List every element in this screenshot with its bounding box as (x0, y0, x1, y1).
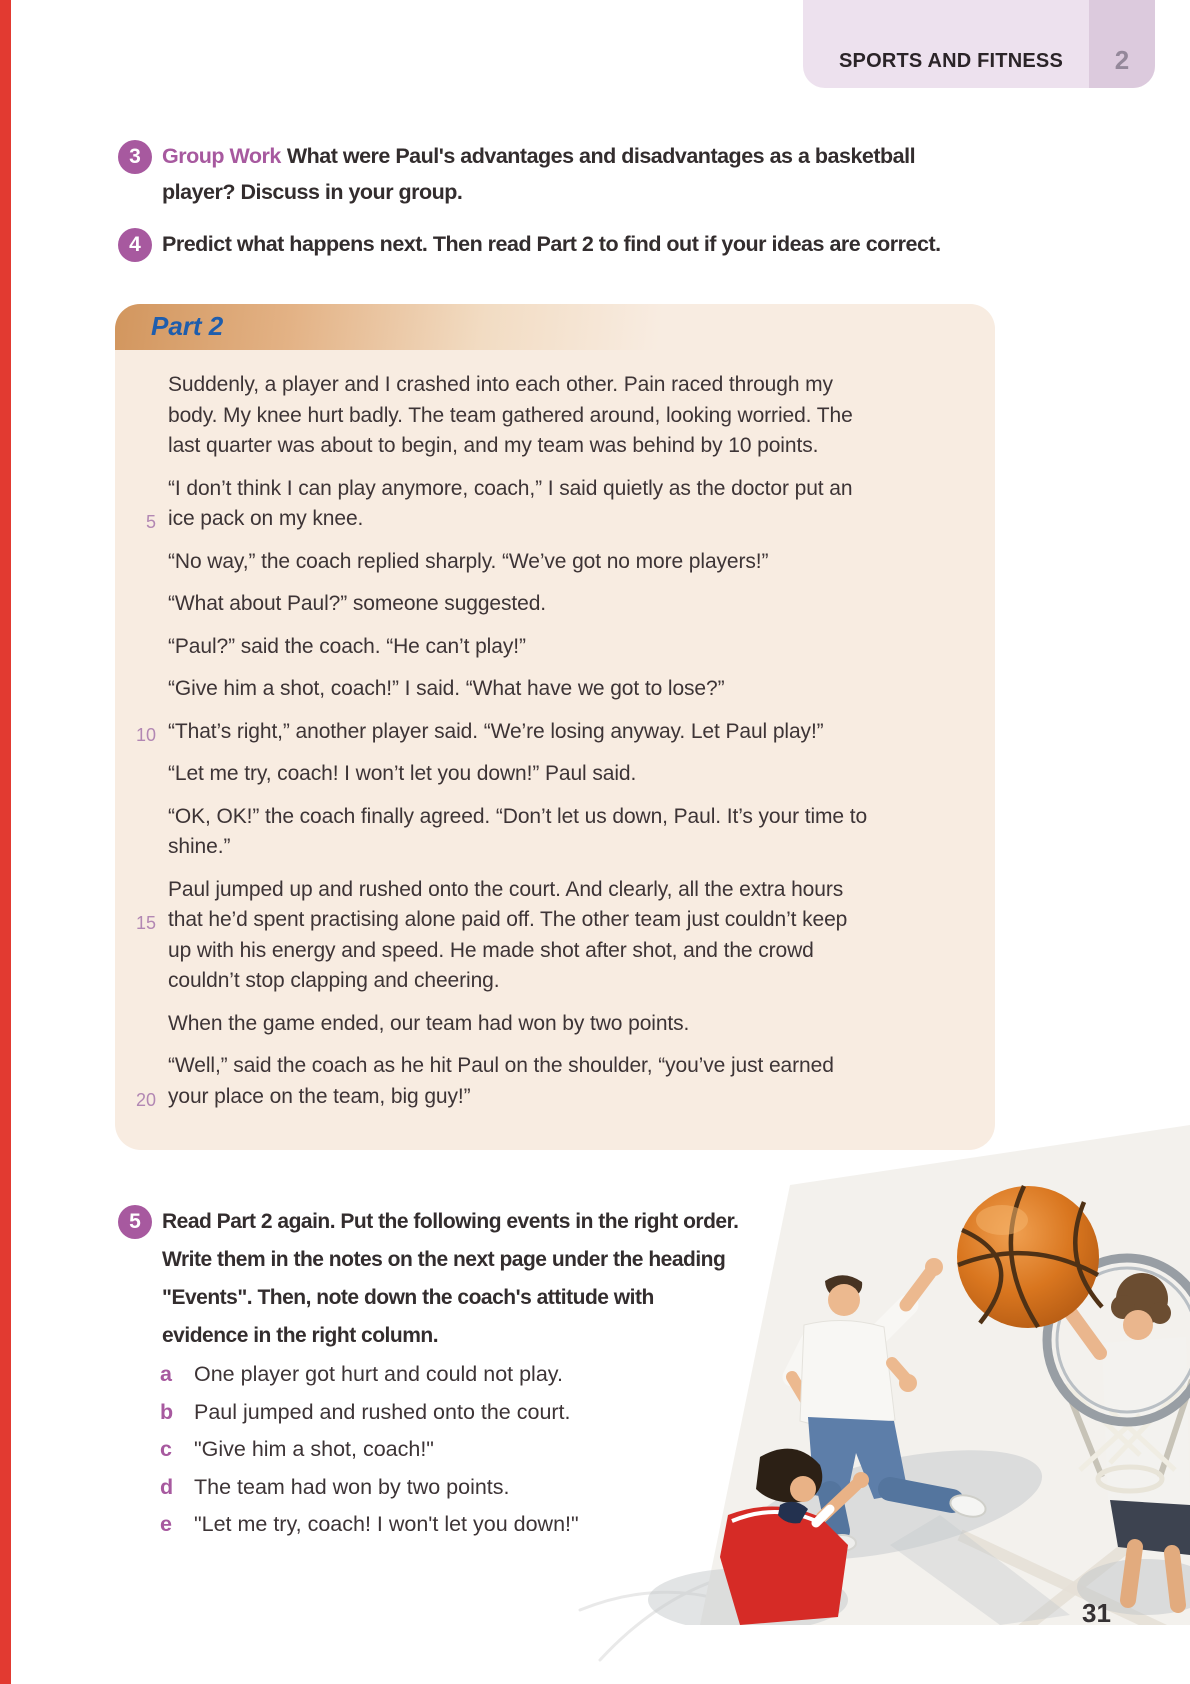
passage (135, 370, 959, 1124)
activity-5-line: Read Part 2 again. Put the following events in the right order. (162, 1210, 739, 1233)
event-item (160, 1469, 579, 1507)
page-edge-strip (0, 0, 11, 1684)
activity-4-number: 4 (118, 228, 152, 262)
passage-line (168, 1051, 959, 1082)
event-text: Paul jumped and rushed onto the court. (194, 1399, 571, 1424)
part2-header-band (115, 304, 995, 350)
basketball-photo (640, 1085, 1190, 1625)
event-text: "Let me try, coach! I won't let you down!" (194, 1512, 579, 1536)
events-list (160, 1356, 579, 1544)
passage-line-text: “That’s right,” another player said. “We’re losing anyway. Let Paul play!” (168, 719, 824, 743)
activity-5-line: "Events". Then, note down the coach's attitude with (162, 1286, 654, 1309)
passage-paragraph (168, 632, 959, 663)
activity-5-number: 5 (118, 1205, 152, 1239)
event-text: One player got hurt and could not play. (194, 1362, 563, 1386)
passage-line (168, 936, 959, 967)
event-letter: e (160, 1512, 172, 1536)
passage-line (168, 370, 959, 401)
line-number: 20 (135, 1089, 156, 1110)
passage-line (168, 474, 959, 505)
passage-line (145, 504, 959, 535)
event-item (160, 1394, 579, 1432)
passage-paragraph (135, 875, 959, 997)
passage-line-text: “Well,” said the coach as he hit Paul on the shoulder, “you’ve just earned (168, 1054, 834, 1077)
line-number: 10 (135, 724, 156, 745)
group-work-label: Group Work (162, 144, 281, 168)
unit-title: SPORTS AND FITNESS (839, 50, 1063, 72)
activity-3 (118, 138, 915, 210)
passage-line (135, 717, 959, 748)
passage-line-text: that he’d spent practising alone paid off. The other team just couldn’t keep (168, 908, 848, 931)
passage-line (168, 759, 959, 790)
passage-line-text: When the game ended, our team had won by two points. (168, 1011, 690, 1035)
passage-paragraph (168, 589, 959, 620)
passage-paragraph (168, 674, 959, 705)
passage-line (135, 905, 959, 936)
passage-paragraph (145, 474, 959, 535)
activity-5-line: Write them in the notes on the next page under the heading (162, 1248, 726, 1271)
passage-paragraph (168, 547, 959, 578)
activity-5-line: evidence in the right column. (162, 1324, 439, 1347)
line-number: 15 (135, 913, 156, 933)
event-item (160, 1356, 579, 1394)
passage-line (168, 547, 959, 578)
event-letter: b (160, 1399, 174, 1424)
passage-paragraph (135, 717, 959, 748)
passage-paragraph (168, 370, 959, 462)
event-letter: c (160, 1437, 172, 1461)
passage-line (168, 832, 959, 863)
passage-line-text: “Paul?” said the coach. “He can’t play!” (168, 634, 526, 658)
event-text: The team had won by two points. (194, 1474, 510, 1499)
passage-line-text: ice pack on my knee. (168, 507, 364, 530)
passage-line-text: shine.” (168, 835, 231, 858)
event-item (160, 1506, 579, 1544)
activity-3-text (162, 138, 915, 210)
unit-number-band (1089, 0, 1155, 88)
passage-line-text: your place on the team, big guy!” (168, 1084, 471, 1108)
passage-paragraph (168, 1009, 959, 1040)
activity-3-number: 3 (118, 140, 152, 174)
passage-line (168, 802, 959, 833)
passage-line-text: “Give him a shot, coach!” I said. “What have we got to lose?” (168, 677, 725, 700)
part2-title: Part 2 (151, 311, 224, 341)
passage-line (168, 401, 959, 432)
passage-line (168, 875, 959, 906)
passage-line-text: “No way,” the coach replied sharply. “We’ve got no more players!” (168, 549, 769, 573)
passage-line-text: body. My knee hurt badly. The team gathered around, looking worried. The (168, 403, 853, 427)
unit-number: 2 (1114, 45, 1130, 75)
activity-3-line-1 (162, 138, 915, 174)
event-text: "Give him a shot, coach!" (194, 1437, 434, 1461)
passage-line (168, 966, 959, 997)
passage-line-text: “OK, OK!” the coach finally agreed. “Don’t let us down, Paul. It’s your time to (168, 804, 868, 828)
activity-4-text: Predict what happens next. Then read Part 2 to find out if your ideas are correct. (162, 232, 941, 256)
passage-line-text: last quarter was about to begin, and my team was behind by 10 points. (168, 434, 819, 457)
activity-4 (118, 226, 941, 262)
event-letter: a (160, 1362, 172, 1386)
passage-line (168, 1009, 959, 1040)
line-number: 5 (145, 512, 156, 532)
passage-line-text: “What about Paul?” someone suggested. (168, 592, 547, 615)
passage-paragraph (168, 802, 959, 863)
passage-line-text: “I don’t think I can play anymore, coach,” I said quietly as the doctor put an (168, 476, 853, 500)
event-item (160, 1431, 579, 1469)
passage-line (168, 632, 959, 663)
passage-line-text: up with his energy and speed. He made shot after shot, and the crowd (168, 938, 814, 962)
event-letter: d (160, 1474, 174, 1499)
activity-3-line-2: player? Discuss in your group. (162, 180, 463, 204)
passage-paragraph (168, 759, 959, 790)
activity-3-line-1-text: What were Paul's advantages and disadvantages as a basketball (286, 144, 916, 168)
passage-line-text: Paul jumped up and rushed onto the court. And clearly, all the extra hours (168, 877, 844, 901)
passage-line (168, 674, 959, 705)
reading-part2-box (115, 304, 995, 1150)
unit-header (803, 0, 1155, 88)
passage-line (168, 589, 959, 620)
page-number: 31 (1082, 1598, 1111, 1628)
passage-line-text: couldn’t stop clapping and cheering. (168, 969, 500, 992)
passage-line-text: Suddenly, a player and I crashed into each other. Pain raced through my (168, 373, 833, 396)
passage-line-text: “Let me try, coach! I won’t let you down!” Paul said. (168, 762, 637, 785)
passage-line (168, 431, 959, 462)
